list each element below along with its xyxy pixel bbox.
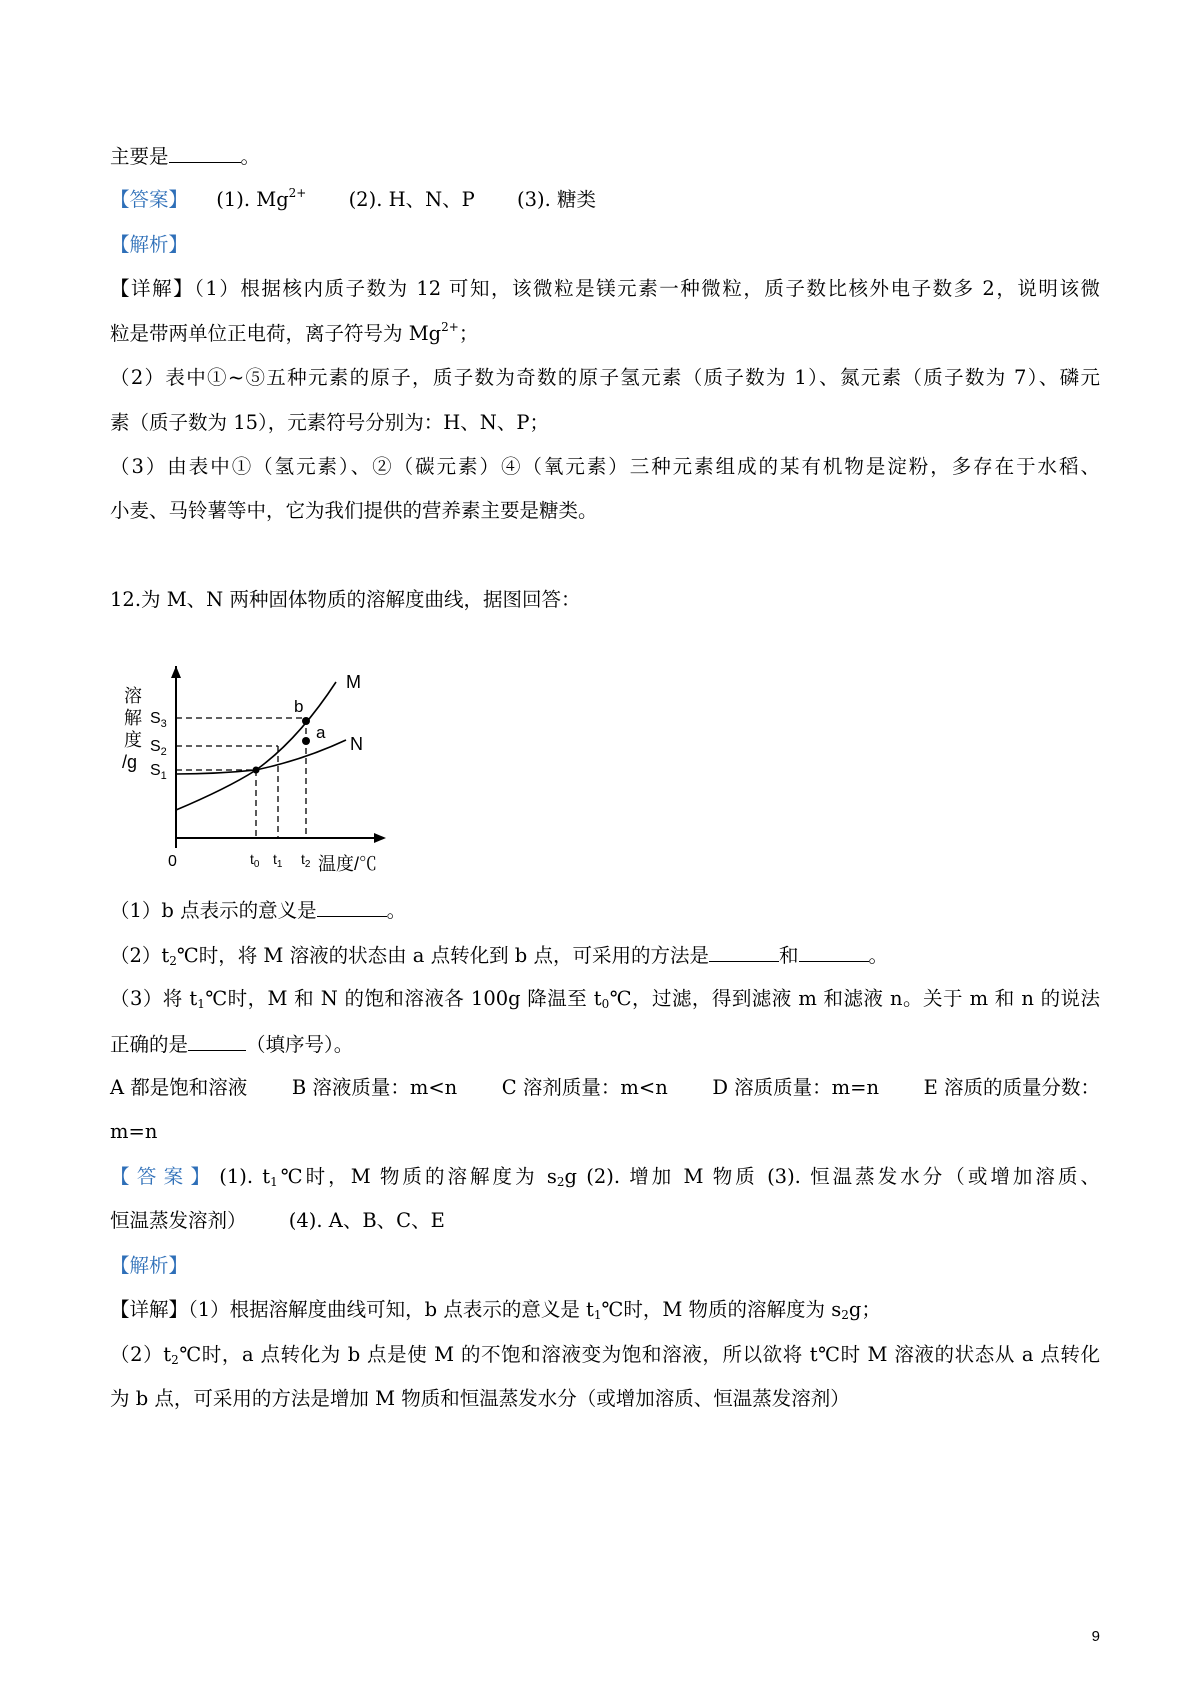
choice-e: E 溶质的质量分数： (923, 1076, 1101, 1099)
choices-line (110, 1074, 1100, 1102)
sub-question-1: （1）b 点表示的意义是 。 (110, 896, 406, 925)
sub-question-3: （3）将 $t_1℃$时，M 和 N 的饱和溶液各 100g 降温至 $t_0℃$，过滤，得到滤液 m 和滤液 n。关于 m 和 n 的说法 (110, 987, 1100, 1011)
prev-question-tail (110, 142, 260, 171)
answer-item: (2). 增加 M 物质 (586, 1165, 758, 1188)
choice-a: A 都是饱和溶液 (110, 1076, 248, 1099)
x-axis-arrow (374, 833, 386, 843)
answer-item: (2). H、N、P (348, 188, 475, 211)
q12-answer-line2: 恒温蒸发溶剂） (4). A、B、C、E (110, 1209, 445, 1232)
xlabel: 温度/℃ (318, 854, 378, 874)
detail-line: $(2)t_2℃$时，a 点转化为 b 点是使 M 的不饱和溶液变为饱和溶液，所以欲将 t℃时 M 溶液的状态从 a 点转化 (110, 1343, 1100, 1367)
ytick-s3: $S_3$ (150, 710, 167, 730)
answer-blank (799, 941, 869, 962)
point-b (302, 717, 310, 725)
intersection-point (253, 767, 260, 774)
sub-question-3-line2: 正确的是 （填序号）。 (110, 1030, 353, 1059)
answer-item: (3). 糖类 (517, 188, 597, 211)
detail-line: （3）由表中①（氢元素）、②（碳元素）④（氧元素）三种元素组成的某有机物是淀粉，多存在于水稻、 (110, 455, 1100, 478)
detail-line: （2）表中①~⑤五种元素的原子，质子数为奇数的原子氢元素（质子数为 1）、氮元素（质子数为 7）、磷元 (110, 366, 1100, 389)
choice-wrap: m=n (110, 1120, 158, 1143)
detail-line: 素（质子数为 15），元素符号分别为：H、N、P； (110, 411, 549, 434)
answer-item: (1). $Mg^{2+}$ (216, 186, 307, 211)
ylabel-char: 溶 (124, 686, 142, 706)
ylabel-char: 解 (124, 708, 142, 728)
text: 。 (240, 145, 261, 168)
choice-b: B 溶液质量：m<n (291, 1076, 458, 1099)
answer-blank (709, 941, 779, 962)
detail-line: 【详解】（1）根据溶解度曲线可知，b 点表示的意义是 $t_1℃$时，M 物质的溶解度为 $s_2g$； (110, 1298, 881, 1322)
y-axis-arrow (171, 666, 181, 678)
sub-question-2: $(2)t_2℃$时，将 M 溶液的状态由 a 点转化到 b 点，可采用的方法是 和 。 (110, 941, 888, 970)
analysis-tag: 【解析】 (110, 233, 189, 256)
answer-blank (188, 1030, 246, 1051)
page-number: 9 (1091, 1628, 1100, 1645)
ylabel-char: /g (122, 752, 138, 772)
detail-line: 【详解】（1）根据核内质子数为 12 可知，该微粒是镁元素一种微粒，质子数比核外电子数多 2，说明该微 (110, 277, 1100, 300)
detail-tag: 【详解】 (110, 1298, 189, 1321)
ytick-s2: $S_2$ (150, 738, 167, 758)
answer-item: (3). 恒温蒸发水分（或增加溶质、 (767, 1165, 1100, 1188)
point-b-label: b (294, 697, 304, 716)
ytick-s1: $S_1$ (150, 762, 167, 782)
prev-answer-line (110, 186, 632, 214)
answer-blank (169, 142, 241, 163)
detail-line: 粒是带两单位正电荷，离子符号为 $Mg^{2+}$； (110, 320, 479, 345)
answer-tag: 【答案】 (110, 188, 189, 211)
analysis-tag: 【解析】 (110, 1254, 189, 1277)
detail-line: 小麦、马铃薯等中，它为我们提供的营养素主要是糖类。 (110, 499, 598, 522)
answer-blank (317, 896, 387, 917)
point-a-label: a (316, 723, 326, 742)
choice-c: C 溶剂质量：m<n (501, 1076, 668, 1099)
answer-item: (1). $t_1℃$时，M 物质的溶解度为 $s_2g$ (219, 1165, 577, 1189)
choice-d: D 溶质质量：m=n (712, 1076, 880, 1099)
curve-m-label: M (346, 672, 361, 692)
point-a (302, 737, 310, 745)
q12-answer-line (110, 1163, 1100, 1191)
solubility-chart (118, 672, 408, 888)
xtick-t2: $t_2$ (301, 851, 311, 870)
xtick-t0: $t_0$ (250, 851, 260, 870)
question-title: 12.为 M、N 两种固体物质的溶解度曲线，据图回答： (110, 588, 581, 611)
xtick-t1: $t_1$ (273, 851, 283, 870)
answer-tag: 【答案】 (110, 1165, 210, 1188)
curve-n (176, 740, 346, 774)
ylabel-char: 度 (124, 730, 142, 750)
answer-item: (4). A、B、C、E (288, 1209, 445, 1232)
text: 主要是 (110, 145, 169, 168)
origin-label: 0 (168, 853, 177, 870)
detail-line: 为 b 点，可采用的方法是增加 M 物质和恒温蒸发水分（或增加溶质、恒温蒸发溶剂） (110, 1387, 850, 1410)
detail-tag: 【详解】 (110, 277, 195, 300)
curve-n-label: N (350, 734, 363, 754)
